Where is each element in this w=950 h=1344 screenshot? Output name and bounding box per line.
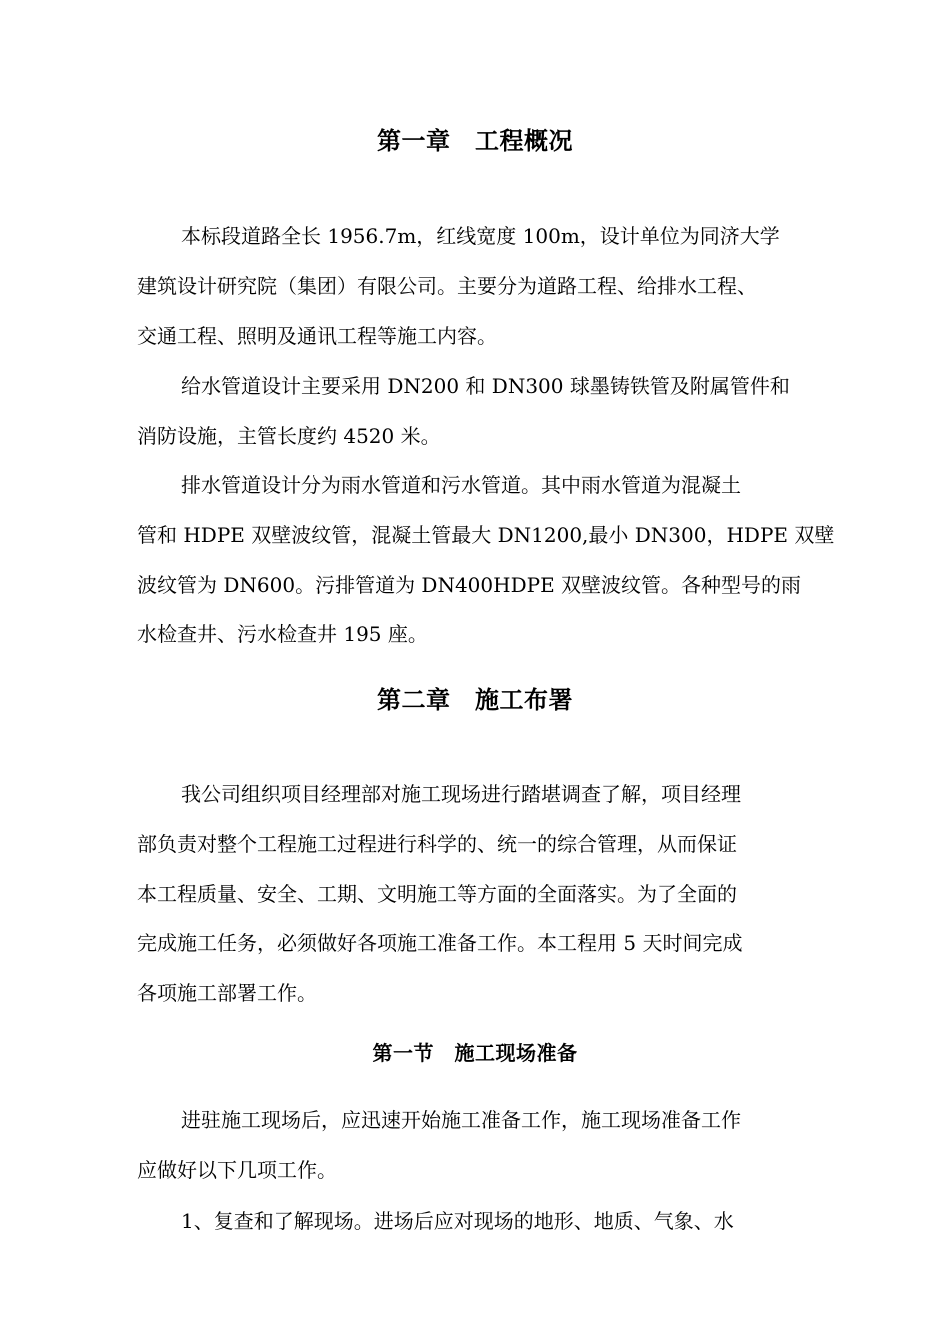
chapter-2-paragraph-1-line-4: 完成施工任务，必须做好各项施工准备工作。本工程用 5 天时间完成 (137, 931, 743, 955)
chapter-1-paragraph-3-line-3: 波纹管为 DN600。污排管道为 DN400HDPE 双壁波纹管。各种型号的雨 (137, 573, 802, 597)
chapter-1-paragraph-1-line-1: 本标段道路全长 1956.7m，红线宽度 100m，设计单位为同济大学 (181, 224, 780, 248)
chapter-1-paragraph-1-line-2: 建筑设计研究院（集团）有限公司。主要分为道路工程、给排水工程、 (137, 274, 757, 298)
section-1-paragraph-1-line-2: 应做好以下几项工作。 (137, 1158, 337, 1182)
chapter-2-paragraph-1-line-3: 本工程质量、安全、工期、文明施工等方面的全面落实。为了全面的 (137, 882, 737, 906)
chapter-1-paragraph-3-line-4: 水检查井、污水检查井 195 座。 (137, 622, 428, 646)
chapter-2-title: 第二章 施工布署 (377, 686, 573, 714)
chapter-1-paragraph-1-line-3: 交通工程、照明及通讯工程等施工内容。 (137, 324, 497, 348)
chapter-2-paragraph-1-line-5: 各项施工部署工作。 (137, 981, 317, 1005)
section-1-paragraph-2-line-1: 1、复查和了解现场。进场后应对现场的地形、地质、气象、水 (181, 1209, 734, 1233)
chapter-1-title: 第一章 工程概况 (377, 127, 573, 155)
chapter-2-paragraph-1-line-2: 部负责对整个工程施工过程进行科学的、统一的综合管理，从而保证 (137, 832, 737, 856)
chapter-2-paragraph-1-line-1: 我公司组织项目经理部对施工现场进行踏堪调查了解，项目经理 (181, 782, 741, 806)
section-1-title: 第一节 施工现场准备 (372, 1041, 578, 1065)
chapter-1-paragraph-2-line-1: 给水管道设计主要采用 DN200 和 DN300 球墨铸铁管及附属管件和 (181, 374, 790, 398)
section-1-paragraph-1-line-1: 进驻施工现场后，应迅速开始施工准备工作，施工现场准备工作 (181, 1108, 741, 1132)
chapter-1-paragraph-3-line-2: 管和 HDPE 双壁波纹管，混凝土管最大 DN1200,最小 DN300，HDPE 双壁 (137, 523, 835, 547)
chapter-1-paragraph-3-line-1: 排水管道设计分为雨水管道和污水管道。其中雨水管道为混凝土 (181, 473, 741, 497)
chapter-1-paragraph-2-line-2: 消防设施，主管长度约 4520 米。 (137, 424, 441, 448)
